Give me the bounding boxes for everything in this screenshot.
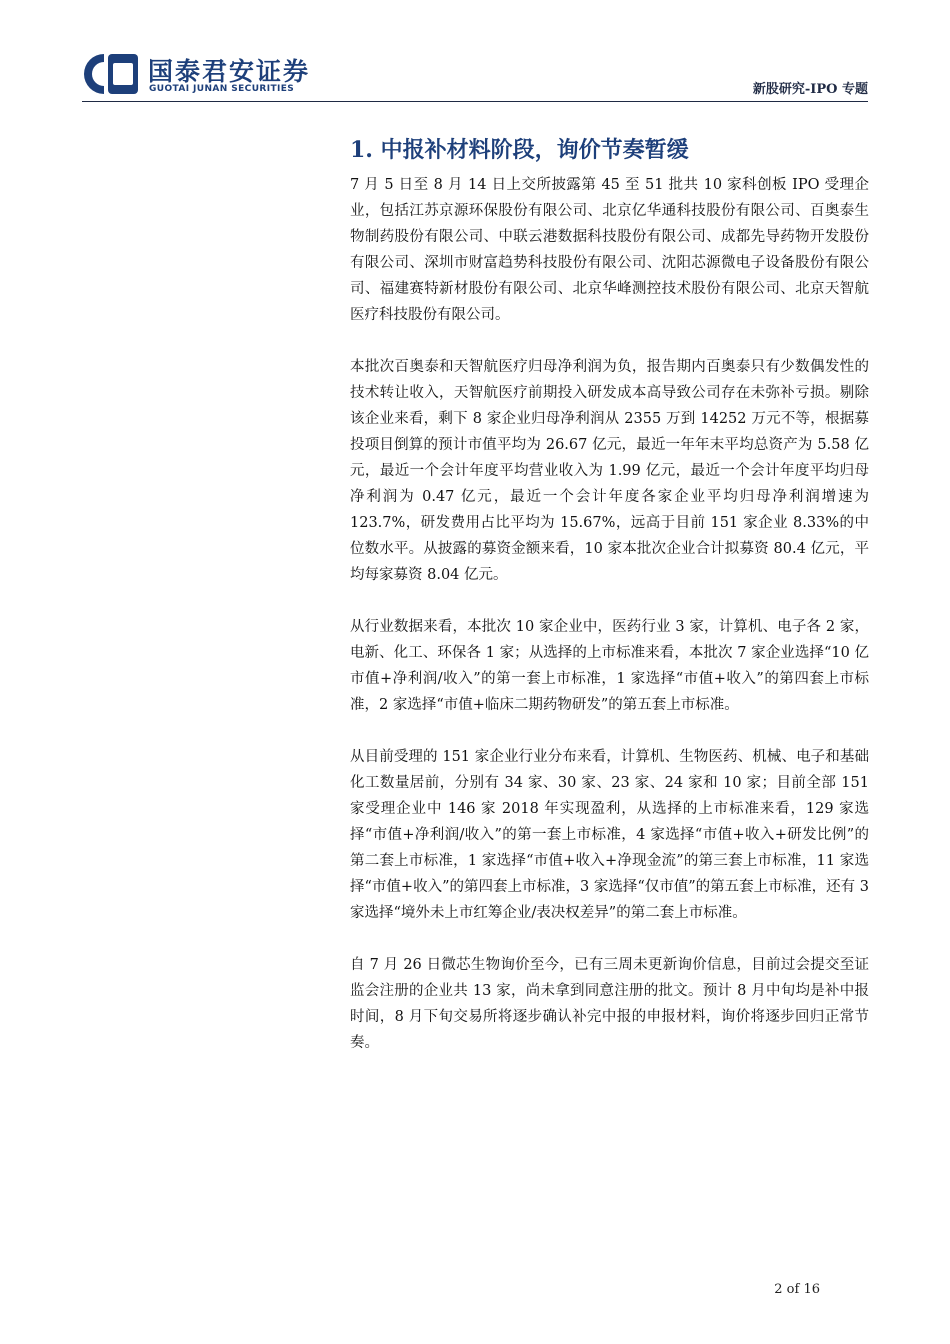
logo-emblem-icon — [82, 52, 140, 96]
header-divider — [82, 101, 868, 102]
paragraph: 从行业数据来看，本批次 10 家企业中，医药行业 3 家，计算机、电子各 2 家，电新、化工、环保各 1 家；从选择的上市标准来看，本批次 7 家企业选择“10 亿市值+净利润/收入”的第一套上市标准，1 家选择“市值+收入”的第四套上市标准，2 家选择“市值+临床二期药物研发”的第五套上市标准。 — [350, 619, 869, 713]
page-number: 2 of 16 — [774, 1282, 820, 1297]
paragraph: 从目前受理的 151 家企业行业分布来看，计算机、生物医药、机械、电子和基础化工数量居前，分别有 34 家、30 家、23 家、24 家和 10 家；目前全部 151 家受理企业中 146 家 2018 年实现盈利，从选择的上市标准来看，129 家选择“市值+净利润/收入”的第一套上市标准，4 家选择“市值+收入+研发比例”的第二套上市标准，1 家选择“市值+收入+净现金流”的第三套上市标准，11 家选择“市值+收入”的第四套上市标准，3 家选择“仅市值”的第五套上市标准，还有 3 家选择“境外未上市红筹企业/表决权差异”的第二套上市标准。 — [350, 749, 869, 921]
paragraph: 自 7 月 26 日微芯生物询价至今，已有三周未更新询价信息，目前过会提交至证监会注册的企业共 13 家，尚未拿到同意注册的批文。预计 8 月中旬均是补中报时间，8 月下旬交易所将逐步确认补完中报的申报材料，询价将逐步回归正常节奏。 — [350, 957, 869, 1051]
section-number: 1. — [350, 137, 373, 163]
section-heading — [350, 133, 689, 164]
report-type-label: 新股研究-IPO 专题 — [752, 82, 868, 97]
page-header — [0, 0, 950, 110]
body-text — [350, 172, 869, 1082]
company-logo — [82, 50, 372, 100]
logo-chinese-name: 国泰君安证券 — [148, 57, 311, 86]
paragraph: 7 月 5 日至 8 月 14 日上交所披露第 45 至 51 批共 10 家科创板 IPO 受理企业，包括江苏京源环保股份有限公司、北京亿华通科技股份有限公司、百奥泰生物制药股份有限公司、中联云港数据科技股份有限公司、成都先导药物开发股份有限公司、深圳市财富趋势科技股份有限公司、沈阳芯源微电子设备股份有限公司、福建赛特新材股份有限公司、北京华峰测控技术股份有限公司、北京天智航医疗科技股份有限公司。 — [350, 177, 869, 323]
paragraph: 本批次百奥泰和天智航医疗归母净利润为负，报告期内百奥泰只有少数偶发性的技术转让收入，天智航医疗前期投入研发成本高导致公司存在未弥补亏损。剔除该企业来看，剩下 8 家企业归母净利润从 2355 万到 14252 万元不等，根据募投项目倒算的预计市值平均为 26.67 亿元，最近一年年末平均总资产为 5.58 亿元，最近一个会计年度平均营业收入为 1.99 亿元，最近一个会计年度平均归母净利润为 0.47 亿元，最近一个会计年度各家企业平均归母净利润增速为 123.7%，研发费用占比平均为 15.67%，远高于目前 151 家企业 8.33%的中位数水平。从披露的募资金额来看，10 家本批次企业合计拟募资 80.4 亿元，平均每家募资 8.04 亿元。 — [350, 359, 869, 583]
logo-english-name: GUOTAI JUNAN SECURITIES — [149, 84, 295, 94]
section-title: 中报补材料阶段，询价节奏暂缓 — [380, 137, 689, 163]
